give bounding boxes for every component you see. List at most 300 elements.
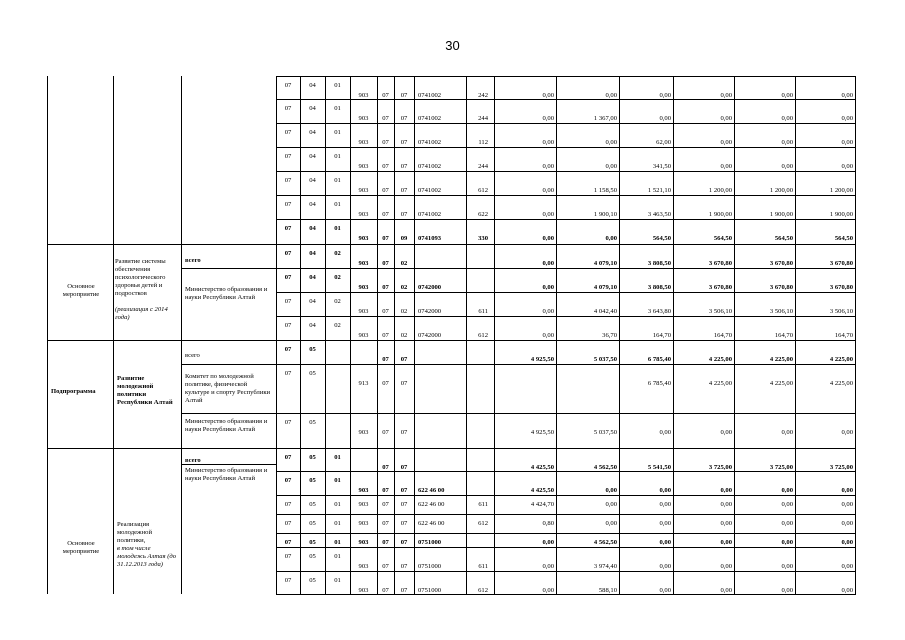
cell-value-3: 0,00 — [659, 539, 671, 546]
cell-value-1: 0,00 — [542, 163, 554, 170]
cell-value-5: 0,00 — [781, 429, 793, 436]
cell-value-2: 1 367,00 — [593, 115, 617, 122]
cell-code-3: 01 — [334, 477, 341, 484]
cell-podrazdel: 05 — [309, 370, 316, 377]
cell-value-1: 0,00 — [542, 587, 554, 594]
ob2-title: Реализация молодежной политики, — [117, 521, 152, 544]
cell-grbs: 903 — [358, 332, 369, 339]
cell-razdel: 07 — [284, 129, 292, 136]
cell-razdel: 07 — [284, 250, 292, 257]
table-row-line — [276, 171, 856, 172]
table-row-line — [276, 76, 856, 77]
cell-podrazdel: 04 — [309, 153, 316, 160]
cell-rz: 07 — [382, 115, 389, 122]
cell-value-5: 1 900,00 — [769, 211, 793, 218]
cell-value-2: 0,00 — [605, 487, 617, 494]
cell-grbs: 903 — [358, 163, 369, 170]
cell-code-3: 01 — [334, 177, 341, 184]
table-row-line — [276, 514, 856, 515]
cell-pr: 02 — [400, 284, 408, 291]
cell-podrazdel: 05 — [309, 501, 316, 508]
cell-value-3: 164,70 — [652, 332, 671, 339]
cell-rz: 07 — [382, 163, 389, 170]
cell-value-6: 0,00 — [841, 429, 853, 436]
table-row-line — [276, 364, 856, 365]
cell-value-3: 3 463,50 — [647, 211, 671, 218]
cell-value-3: 0,00 — [659, 429, 671, 436]
cell-pr: 07 — [400, 587, 408, 594]
cell-razdel: 07 — [284, 346, 292, 353]
cell-rz: 07 — [382, 284, 389, 291]
table-row-line — [276, 413, 856, 414]
cell-value-5: 4 225,00 — [769, 380, 793, 387]
cell-vr: 611 — [478, 308, 488, 315]
cell-code-3: 01 — [334, 520, 341, 527]
ob2-note: в том числе молодежь Алтая (до 31.12.2013 года) — [117, 545, 177, 568]
cell-value-6: 0,00 — [841, 563, 853, 570]
cell-value-3: 62,00 — [656, 139, 671, 146]
cell-csr: 0741002 — [418, 211, 442, 218]
cell-csr: 0741002 — [418, 139, 442, 146]
cell-value-2: 3 974,40 — [593, 563, 617, 570]
cell-value-5: 0,00 — [781, 92, 793, 99]
page-number: 30 — [445, 38, 460, 53]
cell-razdel: 07 — [284, 520, 292, 527]
cell-grbs: 903 — [358, 429, 369, 436]
cell-podrazdel: 05 — [309, 553, 316, 560]
executor-divider — [181, 464, 276, 465]
cell-value-3: 3 808,50 — [647, 260, 671, 267]
cell-rz: 07 — [382, 587, 389, 594]
table-row-line — [276, 571, 856, 572]
table-row-line — [47, 340, 856, 341]
table-col-divider — [181, 76, 182, 594]
cell-value-3: 3 808,50 — [647, 284, 671, 291]
cell-pr: 07 — [400, 501, 408, 508]
podprogramma-label: Подпрограмма — [51, 388, 96, 395]
cell-razdel: 07 — [284, 105, 292, 112]
cell-value-5: 0,00 — [781, 115, 793, 122]
cell-value-1: 0,80 — [542, 520, 554, 527]
cell-value-4: 1 900,00 — [708, 211, 732, 218]
committee-label: Комитет по молодежной политике, физической культуре и спорту Республики Алтай — [185, 373, 271, 404]
cell-razdel: 07 — [284, 274, 292, 281]
cell-pr: 07 — [400, 429, 408, 436]
ministry-label-2: Министерство образования и науки Республики Алтай — [185, 418, 268, 433]
table-row-line — [276, 316, 856, 317]
cell-pr: 07 — [400, 539, 408, 546]
table-col-divider — [414, 76, 415, 594]
cell-value-2: 4 042,40 — [593, 308, 617, 315]
cell-pr: 07 — [400, 211, 408, 218]
cell-grbs: 903 — [358, 92, 369, 99]
cell-pr: 07 — [400, 356, 408, 363]
cell-value-6: 0,00 — [841, 539, 853, 546]
cell-value-4: 564,50 — [713, 235, 732, 242]
cell-value-6: 0,00 — [841, 501, 853, 508]
cell-pr: 02 — [400, 260, 408, 267]
cell-value-3: 0,00 — [659, 563, 671, 570]
cell-value-1: 0,00 — [542, 563, 554, 570]
ministry-label-1: Министерство образования и науки Республики Алтай — [185, 286, 268, 301]
cell-razdel: 07 — [284, 370, 292, 377]
cell-value-1: 4 425,50 — [530, 487, 554, 494]
cell-csr: 622 46 00 — [418, 501, 445, 508]
cell-code-3: 01 — [334, 454, 341, 461]
cell-value-5: 3 670,80 — [769, 260, 793, 267]
cell-value-6: 3 725,00 — [829, 464, 853, 471]
cell-value-3: 0,00 — [659, 115, 671, 122]
cell-podrazdel: 04 — [309, 274, 316, 281]
cell-pr: 02 — [400, 332, 408, 339]
cell-csr: 0751000 — [418, 587, 442, 594]
cell-value-5: 4 225,00 — [769, 356, 793, 363]
cell-csr: 0741002 — [418, 187, 442, 194]
cell-code-3: 01 — [334, 201, 341, 208]
cell-razdel: 07 — [284, 322, 292, 329]
cell-value-5: 0,00 — [781, 487, 793, 494]
cell-razdel: 07 — [284, 153, 292, 160]
cell-rz: 07 — [382, 308, 389, 315]
table-row-line — [276, 292, 856, 293]
cell-vr: 611 — [478, 501, 488, 508]
cell-value-1: 0,00 — [542, 235, 554, 242]
cell-value-6: 1 900,00 — [829, 211, 853, 218]
cell-pr: 07 — [400, 380, 408, 387]
cell-grbs: 903 — [358, 187, 369, 194]
cell-vr: 244 — [478, 115, 488, 122]
cell-pr: 07 — [400, 464, 408, 471]
cell-value-4: 0,00 — [720, 139, 732, 146]
cell-value-3: 0,00 — [659, 587, 671, 594]
cell-podrazdel: 05 — [309, 520, 316, 527]
cell-csr: 0742000 — [418, 308, 442, 315]
table-col-divider — [113, 76, 114, 594]
table-row-line — [47, 448, 856, 449]
cell-value-6: 3 670,80 — [829, 284, 853, 291]
cell-code-3: 01 — [334, 129, 341, 136]
cell-razdel: 07 — [284, 177, 292, 184]
cell-value-3: 564,50 — [652, 235, 671, 242]
cell-value-4: 0,00 — [720, 520, 732, 527]
cell-value-6: 164,70 — [834, 332, 853, 339]
cell-code-3: 01 — [334, 577, 341, 584]
cell-rz: 07 — [382, 260, 389, 267]
cell-value-6: 1 200,00 — [829, 187, 853, 194]
cell-razdel: 07 — [284, 82, 292, 89]
cell-value-6: 4 225,00 — [829, 380, 853, 387]
cell-value-2: 0,00 — [605, 520, 617, 527]
cell-rz: 07 — [382, 139, 389, 146]
cell-grbs: 903 — [358, 260, 369, 267]
cell-code-3: 02 — [334, 298, 341, 305]
cell-value-4: 0,00 — [720, 115, 732, 122]
cell-code-3: 01 — [334, 225, 341, 232]
cell-value-4: 0,00 — [720, 539, 732, 546]
cell-value-4: 3 506,10 — [708, 308, 732, 315]
cell-value-5: 0,00 — [781, 139, 793, 146]
cell-value-5: 0,00 — [781, 563, 793, 570]
cell-rz: 07 — [382, 211, 389, 218]
cell-rz: 07 — [382, 501, 389, 508]
cell-rz: 07 — [382, 235, 389, 242]
cell-rz: 07 — [382, 332, 389, 339]
table-row-line — [276, 495, 856, 496]
cell-grbs: 903 — [358, 520, 369, 527]
cell-value-5: 0,00 — [781, 587, 793, 594]
cell-razdel: 07 — [284, 501, 292, 508]
cell-grbs: 903 — [358, 211, 369, 218]
cell-value-3: 341,50 — [652, 163, 671, 170]
vsego-label-3: всего — [185, 457, 201, 464]
osnovnoe-label-2: Основное мероприятие — [62, 540, 100, 555]
executor-divider — [181, 268, 276, 269]
cell-value-5: 3 506,10 — [769, 308, 793, 315]
cell-value-1: 0,00 — [542, 211, 554, 218]
cell-podrazdel: 05 — [309, 477, 316, 484]
cell-value-1: 0,00 — [542, 284, 554, 291]
cell-grbs: 903 — [358, 539, 369, 546]
cell-value-4: 0,00 — [720, 501, 732, 508]
cell-csr: 0751000 — [418, 563, 442, 570]
cell-value-1: 0,00 — [542, 539, 554, 546]
cell-value-2: 5 037,50 — [593, 356, 617, 363]
cell-vr: 112 — [478, 139, 488, 146]
cell-podrazdel: 04 — [309, 225, 316, 232]
cell-value-5: 164,70 — [774, 332, 793, 339]
table-row-line — [276, 547, 856, 548]
cell-grbs: 903 — [358, 139, 369, 146]
cell-value-6: 0,00 — [841, 487, 853, 494]
cell-value-6: 0,00 — [841, 587, 853, 594]
cell-pr: 02 — [400, 308, 408, 315]
cell-rz: 07 — [382, 92, 389, 99]
cell-podrazdel: 04 — [309, 129, 316, 136]
cell-value-2: 36,70 — [602, 332, 617, 339]
cell-pr: 07 — [400, 520, 408, 527]
table-row-line — [47, 244, 856, 245]
cell-rz: 07 — [382, 356, 389, 363]
cell-value-1: 0,00 — [542, 139, 554, 146]
cell-csr: 0741002 — [418, 92, 442, 99]
cell-value-2: 5 037,50 — [593, 429, 617, 436]
cell-vr: 612 — [478, 587, 488, 594]
cell-value-6: 0,00 — [841, 92, 853, 99]
cell-csr: 0741093 — [418, 235, 442, 242]
cell-value-6: 0,00 — [841, 520, 853, 527]
cell-pr: 07 — [400, 92, 408, 99]
cell-value-2: 0,00 — [605, 501, 617, 508]
cell-code-3: 01 — [334, 153, 341, 160]
table-border-left — [47, 76, 48, 594]
cell-razdel: 07 — [284, 225, 292, 232]
cell-value-6: 564,50 — [834, 235, 853, 242]
cell-value-1: 4 925,50 — [530, 356, 554, 363]
cell-value-1: 0,00 — [542, 115, 554, 122]
cell-value-4: 4 225,00 — [708, 356, 732, 363]
cell-rz: 07 — [382, 539, 389, 546]
cell-value-5: 3 725,00 — [769, 464, 793, 471]
cell-value-4: 0,00 — [720, 587, 732, 594]
cell-value-1: 0,00 — [542, 187, 554, 194]
cell-rz: 07 — [382, 187, 389, 194]
cell-rz: 07 — [382, 464, 389, 471]
cell-csr: 622 46 00 — [418, 520, 445, 527]
table-col-divider — [855, 76, 856, 594]
cell-value-4: 0,00 — [720, 487, 732, 494]
cell-value-1: 0,00 — [542, 308, 554, 315]
ob1-title: Развитие системы обеспечения психологического здоровья детей и подростков — [115, 258, 166, 297]
cell-grbs: 903 — [358, 487, 369, 494]
cell-code-3: 02 — [334, 322, 341, 329]
executor-divider — [181, 413, 276, 414]
executor-divider — [181, 364, 276, 365]
cell-grbs: 913 — [358, 380, 369, 387]
table-row-line — [276, 123, 856, 124]
cell-rz: 07 — [382, 429, 389, 436]
cell-code-3: 01 — [334, 553, 341, 560]
cell-razdel: 07 — [284, 577, 292, 584]
cell-pr: 07 — [400, 115, 408, 122]
cell-value-4: 3 670,80 — [708, 284, 732, 291]
cell-value-1: 0,00 — [542, 92, 554, 99]
cell-value-4: 1 200,00 — [708, 187, 732, 194]
cell-value-6: 0,00 — [841, 139, 853, 146]
cell-value-2: 1 900,10 — [593, 211, 617, 218]
cell-podrazdel: 04 — [309, 298, 316, 305]
cell-csr: 0742000 — [418, 332, 442, 339]
cell-rz: 07 — [382, 520, 389, 527]
cell-value-6: 3 506,10 — [829, 308, 853, 315]
cell-value-3: 0,00 — [659, 520, 671, 527]
cell-value-2: 4 079,10 — [593, 260, 617, 267]
cell-grbs: 903 — [358, 501, 369, 508]
table-row-line — [276, 219, 856, 220]
cell-grbs: 903 — [358, 235, 369, 242]
cell-value-3: 6 785,40 — [647, 356, 671, 363]
table-row-line — [276, 268, 856, 269]
cell-value-2: 0,00 — [605, 92, 617, 99]
ob1-note: (реализация с 2014 года) — [115, 306, 168, 321]
cell-pr: 07 — [400, 563, 408, 570]
cell-vr: 242 — [478, 92, 488, 99]
vsego-label-1: всего — [185, 257, 201, 264]
cell-value-6: 0,00 — [841, 115, 853, 122]
cell-value-4: 3 725,00 — [708, 464, 732, 471]
cell-vr: 622 — [478, 211, 488, 218]
cell-value-4: 0,00 — [720, 563, 732, 570]
cell-value-6: 0,00 — [841, 163, 853, 170]
cell-value-2: 0,00 — [605, 163, 617, 170]
cell-code-3: 02 — [334, 250, 341, 257]
cell-grbs: 903 — [358, 563, 369, 570]
cell-value-5: 1 200,00 — [769, 187, 793, 194]
cell-podrazdel: 04 — [309, 250, 316, 257]
cell-value-5: 3 670,80 — [769, 284, 793, 291]
cell-vr: 612 — [478, 520, 488, 527]
cell-podrazdel: 05 — [309, 419, 316, 426]
cell-vr: 244 — [478, 163, 488, 170]
cell-value-5: 0,00 — [781, 163, 793, 170]
cell-value-2: 0,00 — [605, 139, 617, 146]
vsego-label-2: всего — [185, 352, 200, 359]
cell-value-1: 0,00 — [542, 332, 554, 339]
cell-value-1: 4 425,50 — [530, 464, 554, 471]
cell-vr: 612 — [478, 332, 488, 339]
osnovnoe-label-1: Основное мероприятие — [62, 283, 100, 298]
cell-value-6: 4 225,00 — [829, 356, 853, 363]
cell-razdel: 07 — [284, 553, 292, 560]
cell-rz: 07 — [382, 380, 389, 387]
cell-value-3: 6 785,40 — [647, 380, 671, 387]
cell-value-4: 0,00 — [720, 163, 732, 170]
cell-value-1: 4 925,50 — [530, 429, 554, 436]
cell-podrazdel: 04 — [309, 82, 316, 89]
table-row-line — [276, 147, 856, 148]
cell-razdel: 07 — [284, 419, 292, 426]
cell-razdel: 07 — [284, 454, 292, 461]
cell-grbs: 903 — [358, 284, 369, 291]
cell-vr: 330 — [478, 235, 488, 242]
cell-csr: 0741002 — [418, 115, 442, 122]
cell-vr: 612 — [478, 187, 488, 194]
cell-value-6: 3 670,80 — [829, 260, 853, 267]
cell-podrazdel: 04 — [309, 322, 316, 329]
cell-razdel: 07 — [284, 298, 292, 305]
cell-podrazdel: 05 — [309, 539, 316, 546]
cell-csr: 622 46 00 — [418, 487, 445, 494]
cell-grbs: 903 — [358, 115, 369, 122]
cell-pr: 07 — [400, 163, 408, 170]
cell-value-3: 0,00 — [659, 501, 671, 508]
cell-podrazdel: 05 — [309, 346, 316, 353]
cell-value-4: 0,00 — [720, 429, 732, 436]
cell-pr: 09 — [400, 235, 408, 242]
cell-csr: 0741002 — [418, 163, 442, 170]
cell-value-1: 0,00 — [542, 260, 554, 267]
table-row-line — [276, 533, 856, 534]
cell-pr: 07 — [400, 139, 408, 146]
cell-razdel: 07 — [284, 477, 292, 484]
cell-value-2: 0,00 — [605, 235, 617, 242]
cell-value-3: 5 541,50 — [647, 464, 671, 471]
cell-value-5: 0,00 — [781, 539, 793, 546]
cell-value-4: 4 225,00 — [708, 380, 732, 387]
cell-value-3: 1 521,10 — [647, 187, 671, 194]
table-row-line — [276, 195, 856, 196]
cell-value-1: 4 424,70 — [530, 501, 554, 508]
cell-value-3: 0,00 — [659, 92, 671, 99]
cell-pr: 07 — [400, 187, 408, 194]
cell-rz: 07 — [382, 487, 389, 494]
cell-value-5: 0,00 — [781, 520, 793, 527]
cell-podrazdel: 04 — [309, 105, 316, 112]
cell-value-4: 0,00 — [720, 92, 732, 99]
cell-value-2: 4 079,10 — [593, 284, 617, 291]
cell-code-3: 01 — [334, 82, 341, 89]
cell-value-2: 4 562,50 — [593, 539, 617, 546]
cell-code-3: 01 — [334, 539, 341, 546]
cell-podrazdel: 05 — [309, 577, 316, 584]
subprogram-title: Развитие молодежной политики Республики Алтай — [117, 375, 173, 406]
cell-value-3: 3 643,80 — [647, 308, 671, 315]
cell-value-4: 164,70 — [713, 332, 732, 339]
cell-code-3: 01 — [334, 105, 341, 112]
cell-grbs: 903 — [358, 587, 369, 594]
ministry-label-3: Министерство образования и науки Республики Алтай — [185, 467, 268, 482]
cell-value-2: 1 158,50 — [593, 187, 617, 194]
cell-razdel: 07 — [284, 539, 292, 546]
